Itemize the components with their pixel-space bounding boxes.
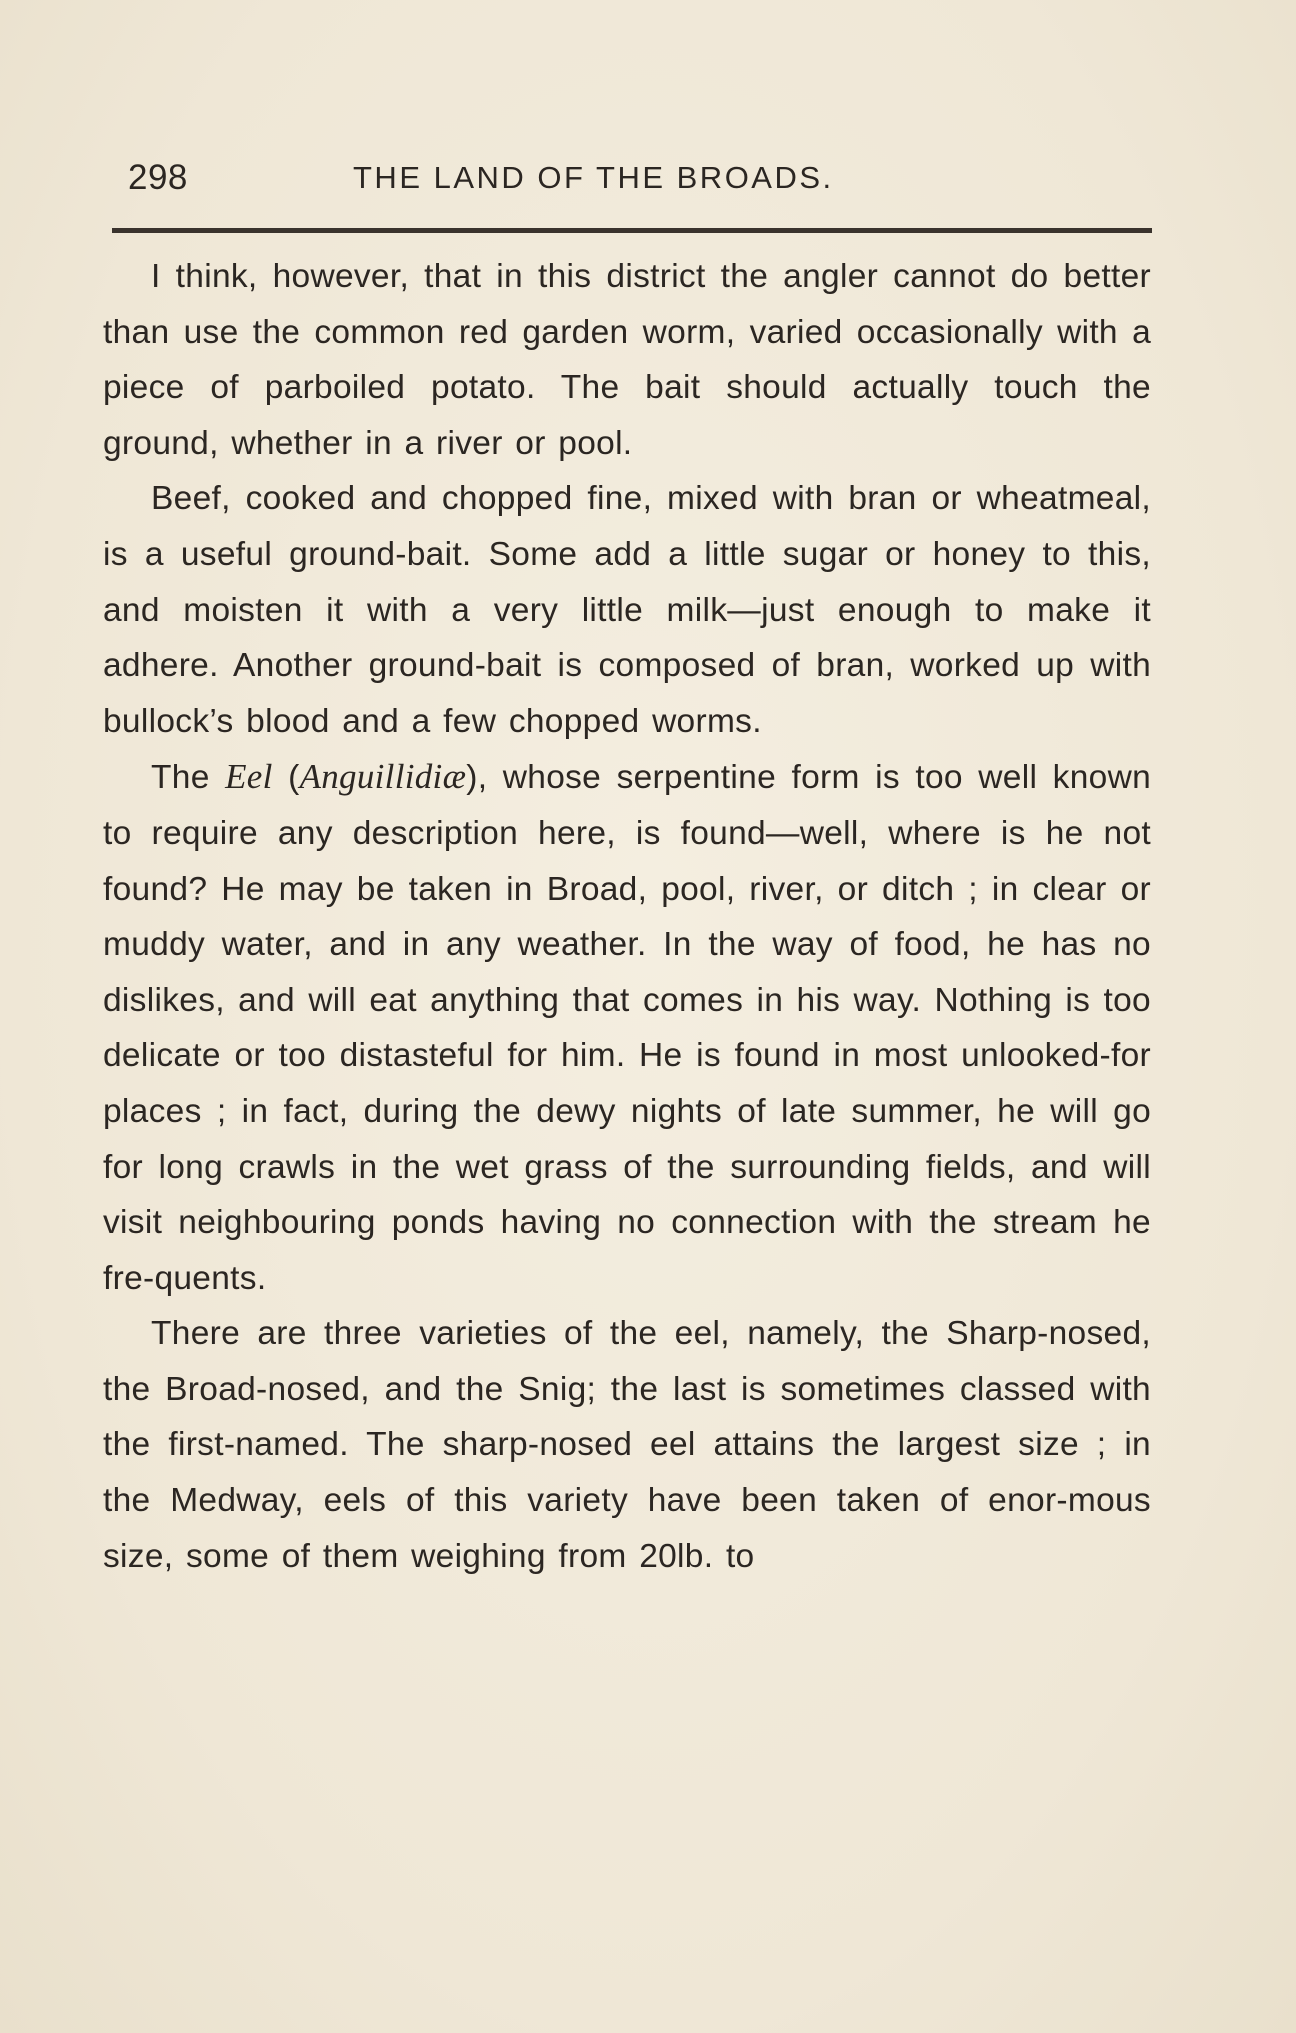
eel-description: whose serpentine form is too well known to require any description here, is found—well, where is he not found? He may be taken in Broad, pool, river, or ditch ; in clear or muddy water, and in any weather. In the way of food, he has no dislikes, and will eat anything that comes in his way. Nothing is too delicate or too distasteful for him. He is found in most unlooked-for places ; in fact, during the dewy nights of late summer, he will go for long crawls in the wet grass of the surrounding fields, and will visit neighbouring ponds having no connection with the stream he fre-quents.	[103, 759, 1152, 1297]
eel-space	[273, 759, 288, 796]
paragraph-eel-varieties: There are three varieties of the eel, namely, the Sharp-nosed, the Broad-nosed, and the Snig; the last is sometimes classed with the first-named. The sharp-nosed eel attains the largest size ; in the Medway, eels of this variety have been taken of enor-mous size, some of them weighing from 20lb. to	[103, 1315, 1151, 1575]
paragraph-bait: I think, however, that in this district the angler cannot do better than use the common red garden worm, varied occasionally with a piece of parboiled potato. The bait should actually touch the ground, whether in a river or pool.	[103, 258, 1151, 462]
running-head: THE LAND OF THE BROADS.	[353, 160, 834, 195]
paragraph-eel	[103, 749, 1151, 1306]
paragraph-ground-bait: Beef, cooked and chopped fine, mixed with bran or wheatmeal, is a useful ground-bait. Some add a little sugar or honey to this, and moisten it with a very little milk—just enough to make it adhere. Another ground-bait is composed of bran, worked up with bullock’s blood and a few chopped worms.	[103, 480, 1151, 740]
header-rule	[112, 228, 1152, 233]
latin-close: ),	[466, 759, 488, 797]
page-header	[108, 150, 1153, 210]
body-text	[103, 249, 1151, 1584]
latin-open: (	[288, 759, 300, 797]
eel-lead: The	[151, 759, 226, 797]
eel-name: Eel	[225, 757, 273, 797]
eel-latin-name: Anguillidiæ	[299, 757, 467, 797]
page-number: 298	[128, 158, 188, 197]
